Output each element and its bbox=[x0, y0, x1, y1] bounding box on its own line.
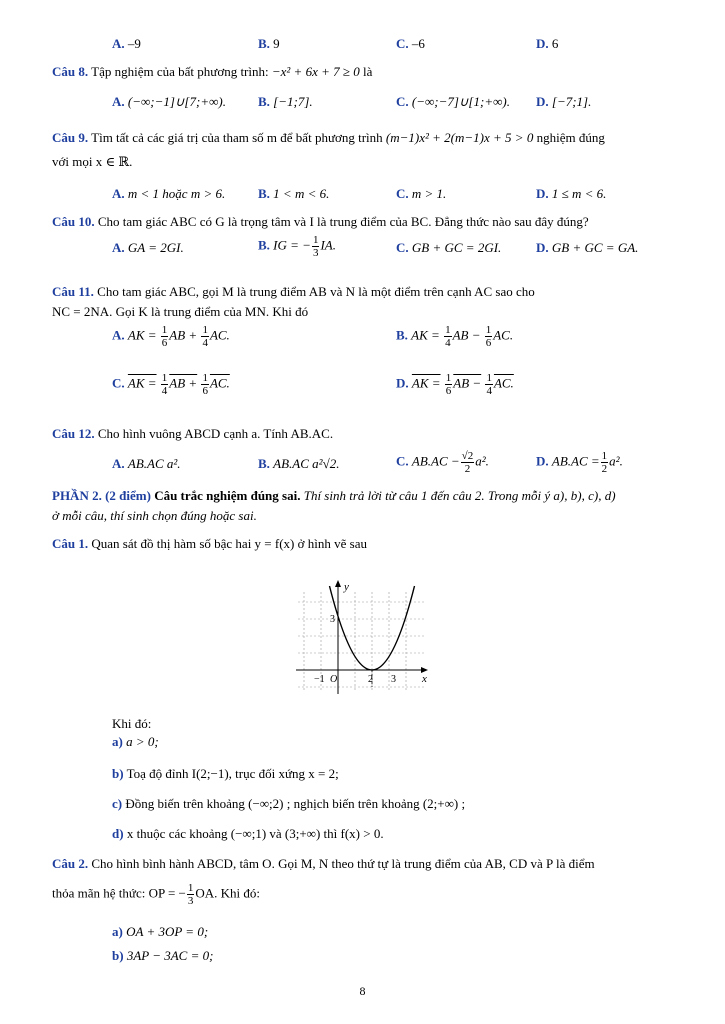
q9-option-b: B. 1 < m < 6. bbox=[258, 186, 330, 201]
parabola-graph bbox=[296, 578, 432, 696]
tick-label-2: 2 bbox=[368, 674, 373, 685]
q8-option-a: A. (−∞;−1]∪[7;+∞). bbox=[112, 94, 226, 109]
q12-option-b: B. AB.AC a²√2. bbox=[258, 456, 340, 471]
p2q1-khi-do: Khi đó: bbox=[112, 716, 152, 731]
q8-option-d: D. [−7;1]. bbox=[536, 94, 592, 109]
q10-option-b: B. IG = − $\frac{1}{3}$ IA. bbox=[258, 234, 336, 259]
part2-header-line2: ở mỗi câu, thí sinh chọn đúng hoặc sai. bbox=[52, 508, 257, 523]
q9-stem: Câu 9. Tìm tất cả các giá trị của tham số m để bất phương trình (m−1)x² + 2(m−1)x + 5 > 0 nghiệm đúng bbox=[52, 130, 605, 145]
prev-option-c: C. –6 bbox=[396, 36, 425, 51]
page-number: 8 bbox=[359, 984, 366, 998]
p2q2-item-a: a) OA + 3OP = 0; bbox=[112, 924, 209, 939]
q11-stem-line2: NC = 2NA. Gọi K là trung điểm của MN. Khi đó bbox=[52, 304, 309, 319]
y-axis-arrow-icon bbox=[335, 580, 341, 587]
x-label: x bbox=[422, 673, 427, 685]
origin-label: O bbox=[330, 674, 338, 685]
p2q2-stem: Câu 2. Cho hình bình hành ABCD, tâm O. Gọi M, N theo thứ tự là trung điểm của AB, CD và P là điểm bbox=[52, 856, 595, 871]
q11-option-a: A. AK = $\frac{1}{6}$ AB + $\frac{1}{4}$ AC. bbox=[112, 324, 230, 349]
tick-label-y3: 3 bbox=[330, 614, 335, 625]
q11-stem: Câu 11. Cho tam giác ABC, gọi M là trung điểm AB và N là một điểm trên cạnh AC sao cho bbox=[52, 284, 535, 299]
q10-stem: Câu 10. Cho tam giác ABC có G là trọng tâm và I là trung điểm của BC. Đẳng thức nào sau đây đúng? bbox=[52, 214, 589, 229]
q9-stem-line2: với mọi x ∈ ℝ. bbox=[52, 154, 133, 169]
prev-option-d: D. 6 bbox=[536, 36, 559, 51]
q9-option-c: C. m > 1. bbox=[396, 186, 447, 201]
p2q1-stem: Câu 1. Quan sát đồ thị hàm số bậc hai y = f(x) ở hình vẽ sau bbox=[52, 536, 367, 551]
p2q1-item-c: c) Đồng biến trên khoảng (−∞;2) ; nghịch biến trên khoảng (2;+∞) ; bbox=[112, 796, 466, 811]
q10-option-d: D. GB + GC = GA. bbox=[536, 240, 639, 255]
p2q1-item-b: b) Toạ độ đỉnh I(2;−1), trục đối xứng x = 2; bbox=[112, 766, 339, 781]
q8-option-c: C. (−∞;−7]∪[1;+∞). bbox=[396, 94, 510, 109]
prev-option-b: B. 9 bbox=[258, 36, 280, 51]
q8-option-b: B. [−1;7]. bbox=[258, 94, 313, 109]
p2q1-item-a: a) a > 0; bbox=[112, 734, 159, 749]
q12-option-d: D. AB.AC = $\frac{1}{2}$ a². bbox=[536, 450, 623, 475]
q10-option-c: C. GB + GC = 2GI. bbox=[396, 240, 502, 255]
q9-option-d: D. 1 ≤ m < 6. bbox=[536, 186, 607, 201]
q12-stem: Câu 12. Cho hình vuông ABCD cạnh a. Tính AB.AC. bbox=[52, 426, 334, 441]
q9-option-a: A. m < 1 hoặc m > 6. bbox=[112, 186, 226, 201]
q12-option-c: C. AB.AC − $\frac{√2}{2}$ a². bbox=[396, 450, 489, 475]
q10-b-fraction: $\frac{1}{3}$ bbox=[312, 234, 319, 259]
p2q2-item-b: b) 3AP − 3AC = 0; bbox=[112, 948, 214, 963]
q11-option-d: D. AK = $\frac{1}{6}$ AB − $\frac{1}{4}$ AC. bbox=[396, 372, 514, 397]
q11-option-b: B. AK = $\frac{1}{4}$ AB − $\frac{1}{6}$ AC. bbox=[396, 324, 514, 349]
q11-option-c: C. AK = $\frac{1}{4}$ AB + $\frac{1}{6}$ AC. bbox=[112, 372, 230, 397]
tick-label-3: 3 bbox=[391, 674, 396, 685]
part2-header: PHẦN 2. (2 điểm) Câu trắc nghiệm đúng sai. Thí sinh trả lời từ câu 1 đến câu 2. Trong mỗi ý a), b), c), d) bbox=[52, 488, 616, 503]
tick-label-neg1: −1 bbox=[314, 674, 325, 685]
y-label: y bbox=[344, 581, 349, 593]
q8-stem: Câu 8. Tập nghiệm của bất phương trình: −x² + 6x + 7 ≥ 0 là bbox=[52, 64, 373, 79]
p2q1-item-d: d) x thuộc các khoảng (−∞;1) và (3;+∞) thì f(x) > 0. bbox=[112, 826, 384, 841]
prev-option-a: A. –9 bbox=[112, 36, 141, 51]
p2q2-stem-line2: thỏa mãn hệ thức: OP = − $\frac{1}{3}$ OA. Khi đó: bbox=[52, 882, 261, 907]
q10-option-a: A. GA = 2GI. bbox=[112, 240, 184, 255]
q12-option-a: A. AB.AC a². bbox=[112, 456, 181, 471]
